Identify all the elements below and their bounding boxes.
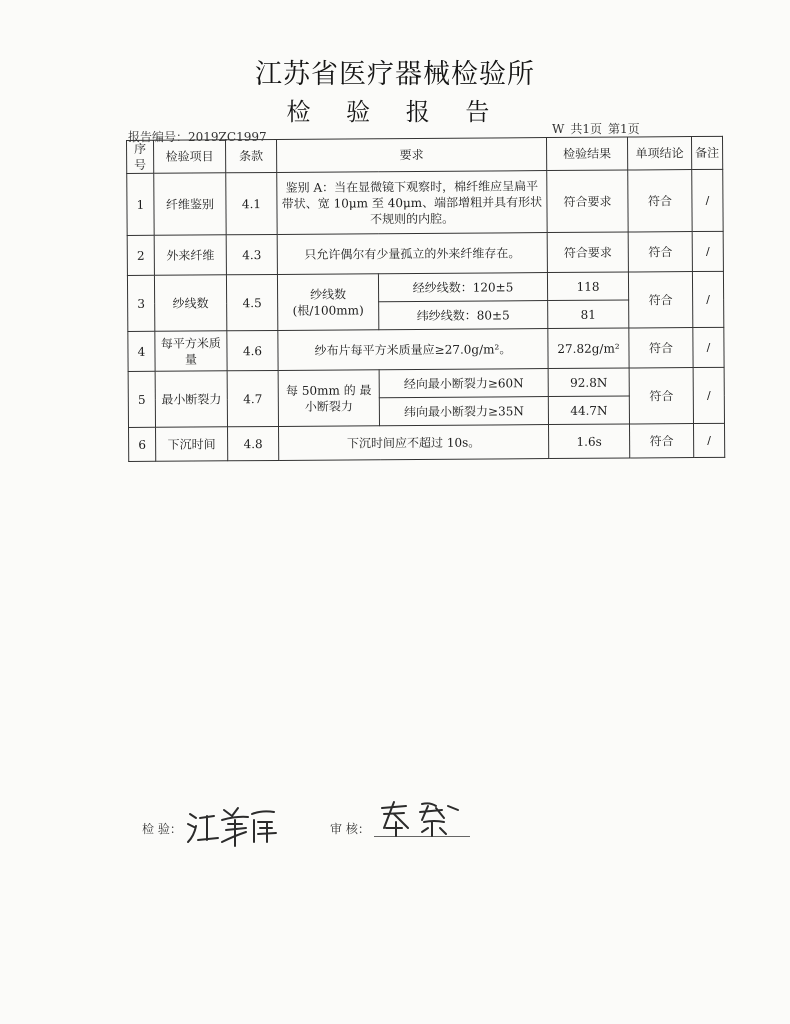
cell-result: 44.7N bbox=[548, 396, 629, 425]
cell-requirement: 纱布片每平方米质量应≥27.0g/m²。 bbox=[278, 329, 548, 371]
cell-item: 外来纤维 bbox=[154, 235, 226, 276]
cell-requirement: 鉴别 A：当在显微镜下观察时，棉纤维应呈扁平带状、宽 10μm 至 40μm、端部增粗并具有形状不规则的内腔。 bbox=[277, 171, 547, 235]
cell-conclusion: 符合 bbox=[630, 424, 694, 458]
cell-remark: / bbox=[693, 367, 724, 423]
cell-item: 下沉时间 bbox=[156, 427, 228, 462]
cell-result: 符合要求 bbox=[547, 170, 628, 233]
header-seq: 序号 bbox=[127, 140, 154, 173]
header-item: 检验项目 bbox=[154, 140, 226, 174]
cell-result: 92.8N bbox=[548, 368, 629, 397]
header-clause: 条款 bbox=[226, 139, 277, 172]
cell-conclusion: 符合 bbox=[629, 328, 693, 368]
cell-remark: / bbox=[692, 231, 723, 271]
cell-clause: 4.5 bbox=[226, 274, 277, 330]
cell-seq: 4 bbox=[128, 331, 155, 371]
cell-requirement: 只允许偶尔有少量孤立的外来纤维存在。 bbox=[277, 233, 547, 275]
report-title: 检 验 报 告 bbox=[286, 98, 504, 126]
cell-conclusion: 符合 bbox=[628, 170, 692, 232]
table-row bbox=[127, 169, 723, 235]
table-row bbox=[127, 271, 723, 303]
report-number-label: 报告编号： bbox=[128, 130, 189, 144]
header-remark: 备注 bbox=[692, 136, 723, 169]
cell-result: 81 bbox=[548, 300, 629, 329]
page-info bbox=[552, 120, 646, 137]
cell-clause: 4.6 bbox=[227, 330, 278, 370]
cell-item: 纤维鉴别 bbox=[154, 173, 226, 236]
header-conclusion: 单项结论 bbox=[628, 137, 692, 170]
cell-remark: / bbox=[693, 327, 724, 367]
header-result: 检验结果 bbox=[547, 137, 628, 171]
cell-item: 最小断裂力 bbox=[155, 371, 227, 428]
reviewer-signature bbox=[376, 798, 468, 840]
cell-remark: / bbox=[694, 423, 725, 457]
institute-name: 江苏省医疗器械检验所 bbox=[255, 59, 535, 90]
cell-requirement-main: 纱线数(根/100mm) bbox=[277, 274, 378, 331]
cell-seq: 6 bbox=[129, 427, 156, 461]
cell-result: 27.82g/m² bbox=[548, 328, 629, 369]
inspector-label: 检 验： bbox=[142, 822, 182, 836]
cell-requirement: 下沉时间应不超过 10s。 bbox=[279, 425, 549, 461]
cell-clause: 4.7 bbox=[227, 370, 278, 426]
table-row bbox=[129, 423, 725, 461]
cell-conclusion: 符合 bbox=[628, 272, 692, 328]
page-prefix: W bbox=[552, 122, 565, 136]
report-number-value: 2019ZC1997 bbox=[188, 130, 267, 144]
table-row bbox=[128, 327, 724, 371]
cell-clause: 4.3 bbox=[226, 234, 277, 274]
reviewer-label: 审 核： bbox=[330, 822, 370, 836]
cell-conclusion: 符合 bbox=[628, 232, 692, 272]
cell-requirement-sub: 纬向最小断裂力≥35N bbox=[379, 397, 548, 426]
total-pages: 共1页 bbox=[570, 122, 602, 136]
cell-requirement-sub: 经纱线数：120±5 bbox=[378, 273, 547, 302]
cell-result: 符合要求 bbox=[547, 232, 628, 273]
cell-seq: 5 bbox=[128, 371, 155, 427]
cell-item: 每平方米质量 bbox=[155, 331, 227, 372]
table-row bbox=[128, 367, 724, 399]
inspector-signature bbox=[182, 800, 282, 848]
cell-clause: 4.1 bbox=[226, 172, 277, 234]
current-page: 第1页 bbox=[607, 122, 640, 136]
cell-clause: 4.8 bbox=[228, 426, 279, 460]
cell-requirement-sub: 经向最小断裂力≥60N bbox=[379, 369, 548, 398]
table-row bbox=[127, 231, 723, 275]
cell-conclusion: 符合 bbox=[629, 368, 693, 424]
cell-result: 1.6s bbox=[549, 424, 630, 459]
cell-requirement-main: 每 50mm 的 最小断裂力 bbox=[278, 370, 379, 427]
cell-seq: 3 bbox=[127, 275, 154, 331]
cell-remark: / bbox=[692, 169, 723, 231]
cell-requirement-sub: 纬纱线数：80±5 bbox=[379, 301, 548, 330]
inspection-table bbox=[126, 136, 725, 462]
cell-result: 118 bbox=[547, 272, 628, 301]
cell-item: 纱线数 bbox=[154, 275, 226, 332]
cell-seq: 1 bbox=[127, 173, 154, 235]
cell-seq: 2 bbox=[127, 235, 154, 275]
table-header-row bbox=[127, 136, 723, 173]
cell-remark: / bbox=[692, 271, 723, 327]
header-requirement: 要求 bbox=[276, 138, 546, 173]
